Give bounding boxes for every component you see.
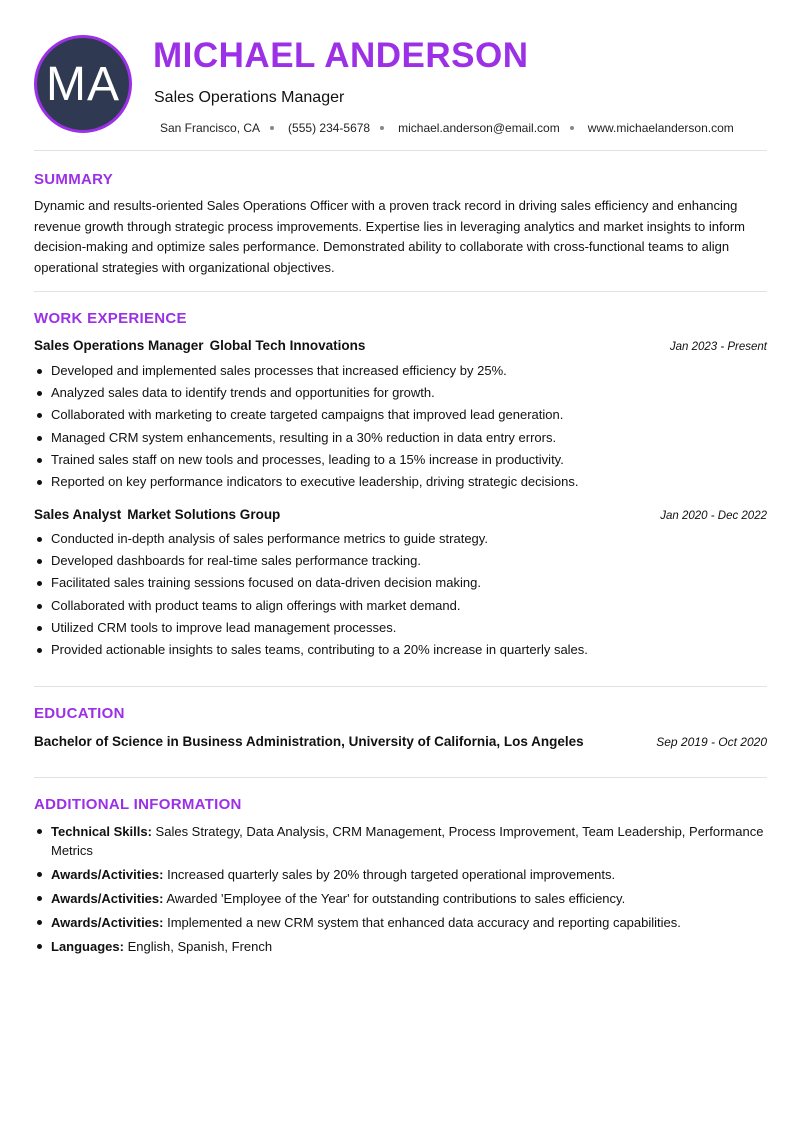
list-item [34,822,767,860]
item-text: Awarded 'Employee of the Year' for outstanding contributions to sales efficiency. [166,891,626,906]
list-item: Managed CRM system enhancements, resulting in a 30% reduction in data entry errors. [34,428,767,450]
job-dates: Jan 2020 - Dec 2022 [660,510,767,522]
work-experience-heading: WORK EXPERIENCE [34,310,187,327]
job-role-line [34,507,280,522]
contact-website: www.michaelanderson.com [587,121,734,135]
contact-location: San Francisco, CA [160,121,261,135]
item-label: Awards/Activities: [51,915,164,930]
education-entry [34,734,767,749]
divider [34,150,767,151]
job-company: Market Solutions Group [127,507,281,522]
separator-dot [270,126,274,130]
item-label: Languages: [51,939,124,954]
list-item: Provided actionable insights to sales teams, contributing to a 20% increase in quarterly sales. [34,640,767,662]
divider [34,291,767,292]
list-item [34,913,767,932]
list-item [34,889,767,908]
job-header [34,507,767,525]
summary-heading: SUMMARY [34,171,114,188]
education-dates: Sep 2019 - Oct 2020 [656,735,767,749]
list-item [34,865,767,884]
job-company: Global Tech Innovations [209,338,366,353]
list-item [34,937,767,956]
education-heading: EDUCATION [34,705,125,722]
job-bullets [34,361,767,494]
candidate-name: MICHAEL ANDERSON [153,36,529,75]
item-label: Awards/Activities: [51,867,164,882]
job-title: Sales Operations Manager [154,89,345,106]
job-bullets [34,529,767,662]
divider [34,686,767,687]
avatar [34,35,132,133]
job-role-line [34,338,365,353]
avatar-initials: MA [46,57,120,111]
job-role: Sales Analyst [34,507,122,522]
item-text: Implemented a new CRM system that enhanced data accuracy and reporting capabilities. [167,915,681,930]
list-item: Trained sales staff on new tools and processes, leading to a 15% increase in productivity. [34,450,767,472]
summary-text: Dynamic and results-oriented Sales Operations Officer with a proven track record in driving sales efficiency and enhancing revenue growth through strategic process improvements. Expertise lies in leveraging analytics and market insights to inform decision-making and optimize sales performance. Demonstrated ability to collaborate with cross-functional teams to align operational strategies with organizational objectives. [34,198,746,275]
list-item: Utilized CRM tools to improve lead management processes. [34,618,767,640]
contact-info [160,121,734,135]
contact-phone: (555) 234-5678 [288,121,371,135]
additional-info-heading: ADDITIONAL INFORMATION [34,796,242,813]
item-label: Technical Skills: [51,824,152,839]
separator-dot [570,126,574,130]
list-item: Conducted in-depth analysis of sales performance metrics to guide strategy. [34,529,767,551]
job-dates: Jan 2023 - Present [669,341,767,353]
list-item: Developed and implemented sales processes that increased efficiency by 25%. [34,361,767,383]
item-label: Awards/Activities: [51,891,164,906]
list-item: Collaborated with marketing to create targeted campaigns that improved lead generation. [34,405,767,427]
additional-info-list [34,822,767,961]
list-item: Facilitated sales training sessions focused on data-driven decision making. [34,573,767,595]
item-text: Sales Strategy, Data Analysis, CRM Management, Process Improvement, Team Leadership, Performance Metrics [51,824,764,858]
list-item: Collaborated with product teams to align offerings with market demand. [34,596,767,618]
list-item: Analyzed sales data to identify trends and opportunities for growth. [34,383,767,405]
item-text: English, Spanish, French [127,939,273,954]
item-text: Increased quarterly sales by 20% through targeted operational improvements. [167,867,616,882]
divider [34,777,767,778]
contact-email: michael.anderson@email.com [398,121,560,135]
list-item: Developed dashboards for real-time sales performance tracking. [34,551,767,573]
job-header [34,338,767,356]
education-degree: Bachelor of Science in Business Administration, University of California, Los Angeles [34,734,584,749]
list-item: Reported on key performance indicators to executive leadership, driving strategic decisions. [34,472,767,494]
job-role: Sales Operations Manager [34,338,204,353]
separator-dot [380,126,384,130]
